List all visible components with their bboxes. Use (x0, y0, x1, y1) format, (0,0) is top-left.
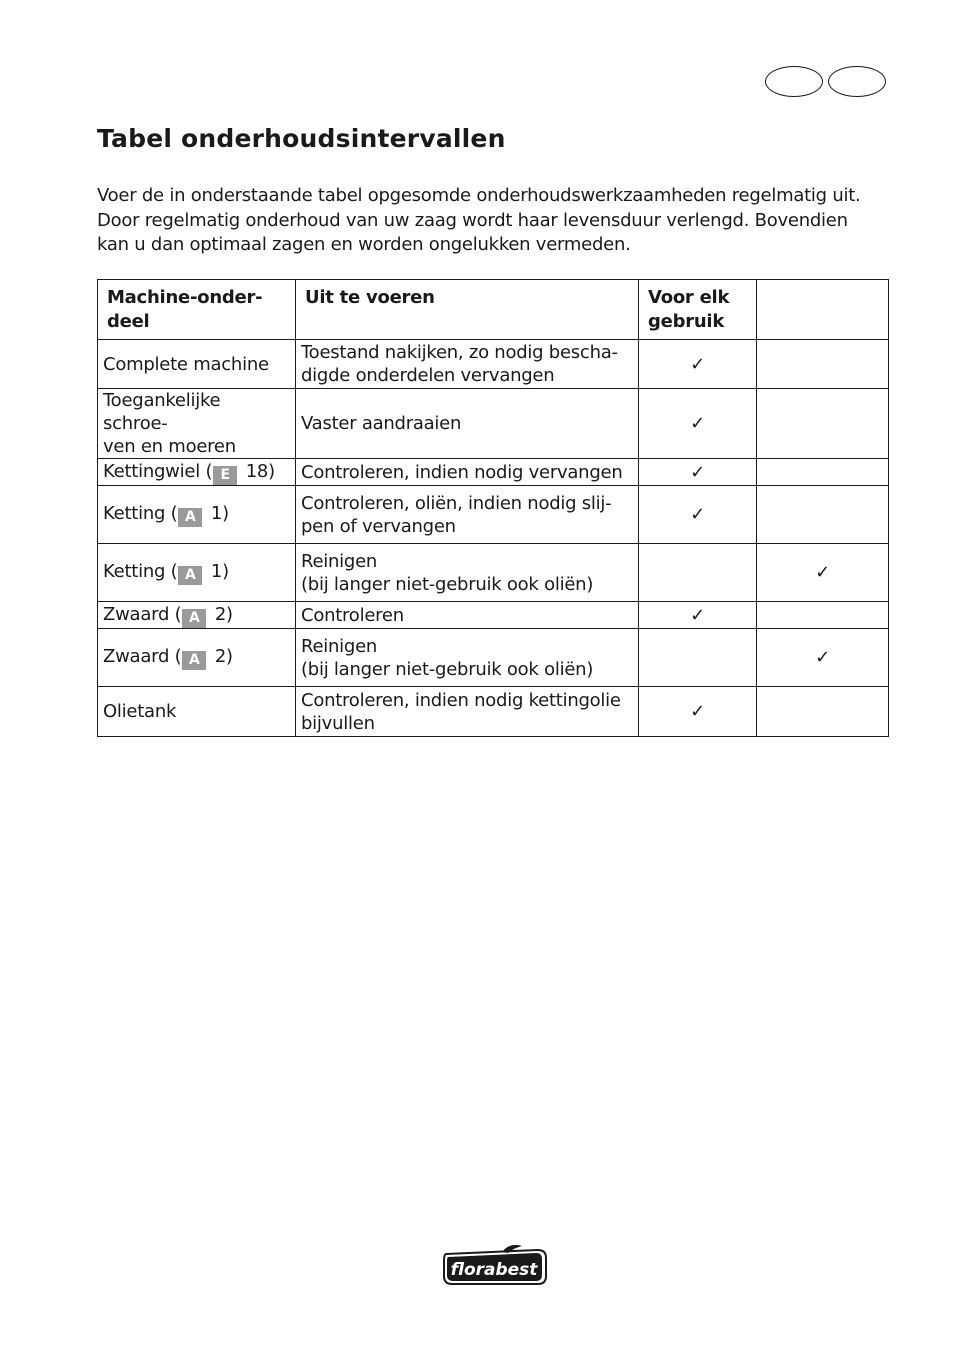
header-each-use: Voor elk gebruik (639, 280, 757, 340)
cell-action: Controleren (296, 602, 639, 629)
table-header-row (98, 280, 889, 340)
figure-ref-badge: A (178, 566, 202, 585)
check-icon: ✓ (690, 504, 705, 525)
cell-each-use (639, 486, 757, 544)
cell-extra (757, 486, 889, 544)
cell-each-use (639, 629, 757, 687)
table-row (98, 340, 889, 389)
cell-each-use (639, 389, 757, 459)
check-icon: ✓ (690, 701, 705, 722)
cell-each-use (639, 340, 757, 389)
table-row (98, 486, 889, 544)
figure-ref-badge: A (182, 651, 206, 670)
cell-part: Olietank (98, 687, 296, 737)
cell-part: Kettingwiel ( E 18) (98, 459, 296, 486)
cell-extra (757, 340, 889, 389)
check-icon: ✓ (690, 353, 705, 375)
check-icon: ✓ (815, 562, 830, 583)
cell-action: Controleren, oliën, indien nodig slij- pen of vervangen (296, 486, 639, 544)
language-oval-left (765, 66, 823, 97)
table-row (98, 602, 889, 629)
cell-extra (757, 544, 889, 602)
table-row (98, 629, 889, 687)
cell-action: Toestand nakijken, zo nodig bescha- digde onderdelen vervangen (296, 340, 639, 389)
language-oval-right (828, 66, 886, 97)
header-action: Uit te voeren (296, 280, 639, 340)
page-title: Tabel onderhoudsintervallen (97, 124, 506, 153)
cell-part: Ketting ( A 1) (98, 486, 296, 544)
cell-extra (757, 687, 889, 737)
figure-ref-badge: A (178, 508, 202, 527)
table-row (98, 544, 889, 602)
language-tab-ovals (765, 66, 890, 99)
cell-part: Toegankelijke schroe- ven en moeren (98, 389, 296, 459)
cell-action: Vaster aandraaien (296, 389, 639, 459)
cell-action: Reinigen (bij langer niet-gebruik ook oliën) (296, 629, 639, 687)
check-icon: ✓ (690, 604, 705, 626)
cell-each-use (639, 687, 757, 737)
check-icon: ✓ (690, 461, 705, 483)
cell-action: Controleren, indien nodig kettingolie bijvullen (296, 687, 639, 737)
intro-line: kan u dan optimaal zagen en worden ongelukken vermeden. (97, 234, 631, 255)
header-part: Machine-onder- deel (98, 280, 296, 340)
cell-each-use (639, 602, 757, 629)
intro-line: Door regelmatig onderhoud van uw zaag wordt haar levensduur verlengd. Bovendien (97, 209, 848, 231)
cell-action: Reinigen (bij langer niet-gebruik ook oliën) (296, 544, 639, 602)
intro-paragraph (97, 184, 887, 258)
cell-part: Ketting ( A 1) (98, 544, 296, 602)
cell-part: Zwaard ( A 2) (98, 629, 296, 687)
check-icon: ✓ (815, 647, 830, 668)
header-extra (757, 280, 889, 340)
cell-each-use (639, 459, 757, 486)
cell-part: Zwaard ( A 2) (98, 602, 296, 629)
cell-extra (757, 602, 889, 629)
intro-line: Voer de in onderstaande tabel opgesomde onderhoudswerkzaamheden regelmatig uit. (97, 185, 861, 206)
table-row (98, 459, 889, 486)
table-row (98, 687, 889, 737)
figure-ref-badge: A (182, 609, 206, 628)
figure-ref-badge: E (213, 466, 237, 485)
cell-action: Controleren, indien nodig vervangen (296, 459, 639, 486)
cell-part: Complete machine (98, 340, 296, 389)
cell-extra (757, 389, 889, 459)
florabest-logo (442, 1244, 548, 1286)
check-icon: ✓ (690, 413, 705, 434)
table-row (98, 389, 889, 459)
cell-extra (757, 459, 889, 486)
logo-text: florabest (450, 1260, 538, 1280)
cell-extra (757, 629, 889, 687)
maintenance-table (97, 279, 889, 737)
cell-each-use (639, 544, 757, 602)
